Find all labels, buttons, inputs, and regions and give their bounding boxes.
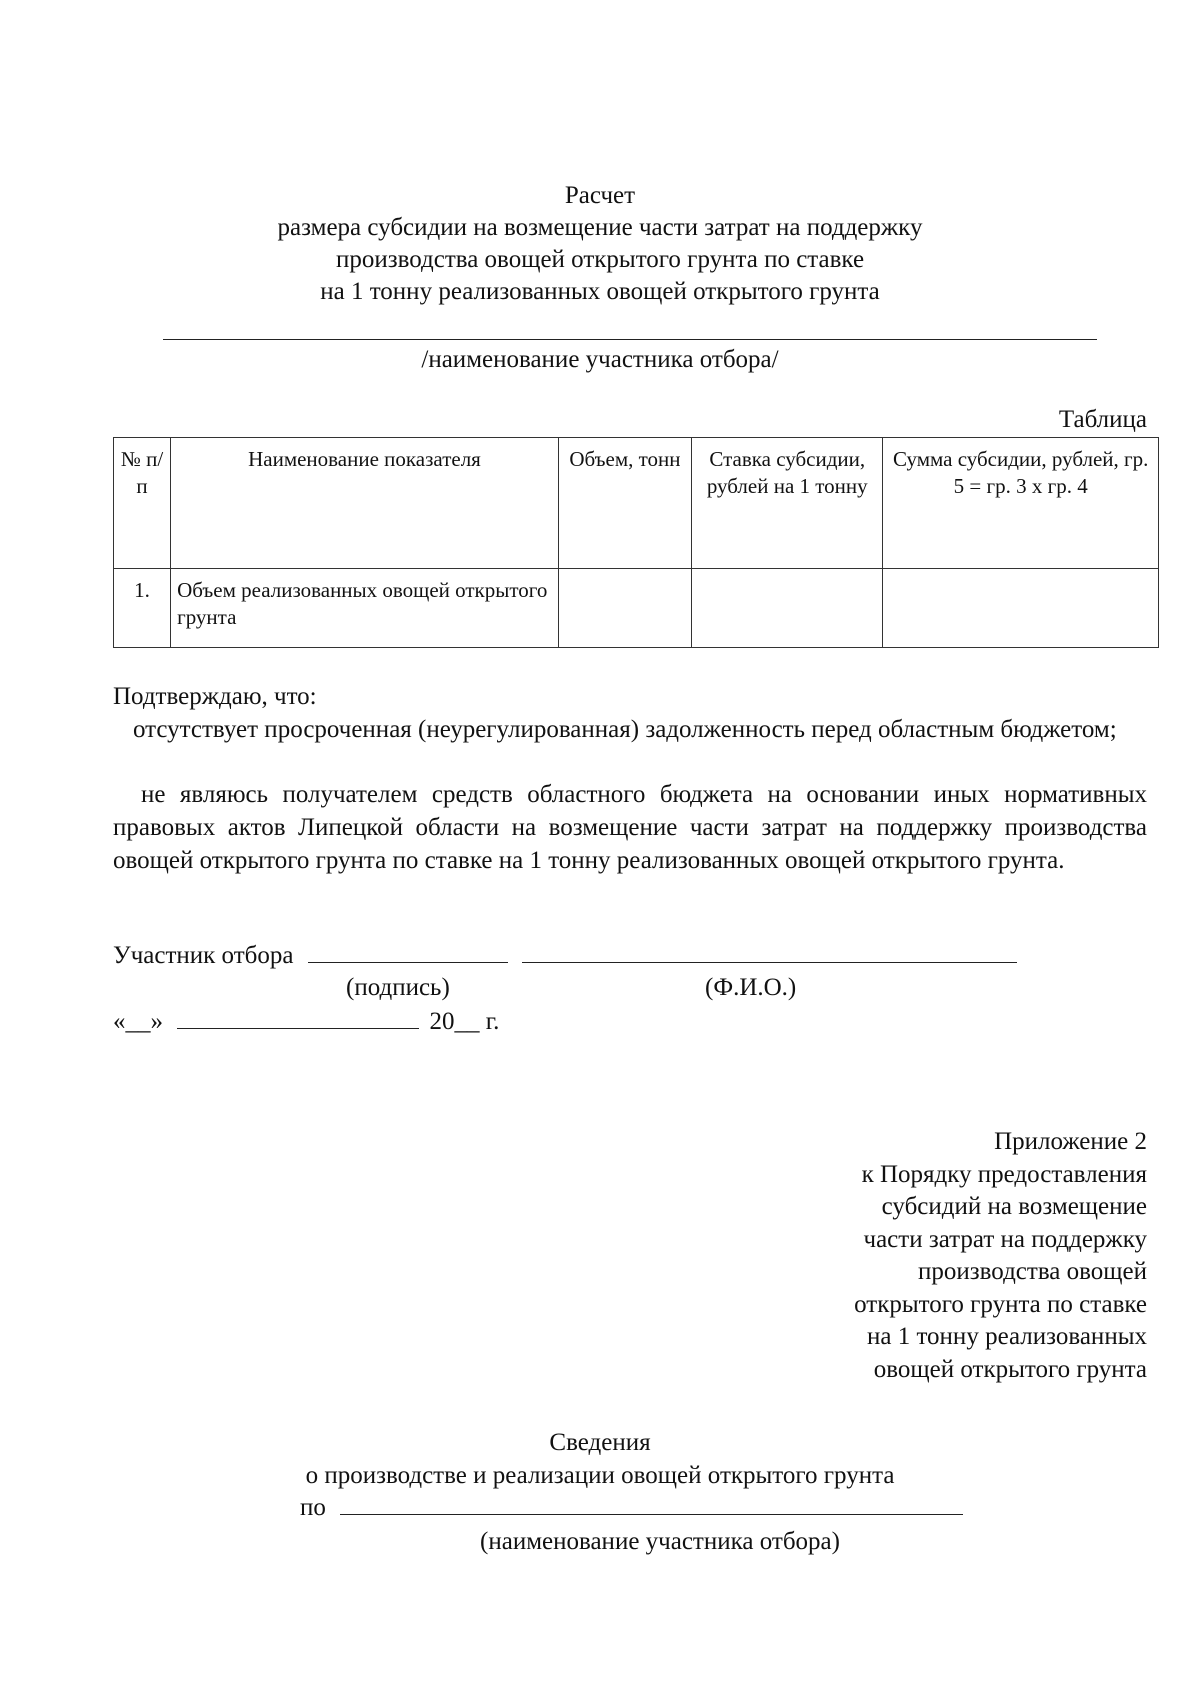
cell-number: 1. — [114, 569, 171, 648]
header-number: № п/п — [114, 438, 171, 569]
cell-indicator: Объем реализованных овощей открытого грунта — [171, 569, 559, 648]
confirm-item-debt: отсутствует просроченная (неурегулированная) задолженность перед областным бюджетом; — [133, 716, 1117, 743]
appendix-line: субсидий на возмещение — [881, 1193, 1147, 1220]
info-subtitle: о производстве и реализации овощей открытого грунта — [305, 1462, 895, 1489]
appendix-heading — [854, 1126, 1147, 1386]
table-label: Таблица — [1058, 406, 1147, 433]
date-row — [113, 1006, 499, 1036]
table-row — [114, 569, 1159, 648]
title-line: размера субсидии на возмещение части затрат на поддержку — [277, 214, 923, 241]
appendix-line: Приложение 2 — [994, 1128, 1147, 1155]
header-indicator: Наименование показателя — [171, 438, 559, 569]
appendix-line: овощей открытого грунта — [873, 1355, 1147, 1383]
signature-caption: (подпись) — [346, 974, 450, 1001]
header-rate: Ставка субсидии, рублей на 1 тонну — [692, 438, 883, 569]
confirm-heading: Подтверждаю, что: — [113, 683, 317, 710]
info-po-label: по — [300, 1494, 326, 1521]
cell-amount — [883, 569, 1159, 648]
appendix-line: части затрат на поддержку — [863, 1225, 1147, 1253]
participant-name-caption: /наименование участника отбора/ — [421, 346, 779, 373]
date-year: 20__ г. — [429, 1008, 500, 1035]
header-volume: Объем, тонн — [558, 438, 691, 569]
signature-label: Участник отбора — [113, 942, 294, 969]
title-line: производства овощей открытого грунта по ставке — [335, 246, 865, 273]
appendix-line: производства овощей — [918, 1258, 1147, 1285]
date-month-line[interactable] — [177, 1006, 419, 1029]
fio-line[interactable] — [522, 940, 1017, 963]
info-po-row — [300, 1492, 963, 1522]
appendix-line: открытого грунта по ставке — [854, 1290, 1147, 1318]
signature-row — [113, 940, 1017, 970]
fio-caption: (Ф.И.О.) — [705, 974, 797, 1001]
appendix-line: на 1 тонну реализованных — [866, 1323, 1147, 1350]
table-header-row — [114, 438, 1159, 569]
header-amount: Сумма субсидии, рублей, гр. 5 = гр. 3 x гр. 4 — [883, 438, 1159, 569]
subsidy-calculation-table — [113, 437, 1159, 648]
info-caption: (наименование участника отбора) — [480, 1528, 840, 1555]
cell-volume — [558, 569, 691, 648]
title-line: Расчет — [564, 182, 636, 209]
info-title: Сведения — [549, 1429, 651, 1456]
info-participant-line[interactable] — [340, 1492, 963, 1515]
cell-rate — [692, 569, 883, 648]
participant-name-line — [163, 339, 1097, 340]
appendix-line: к Порядку предоставления — [861, 1160, 1147, 1188]
date-day: «__» — [113, 1008, 163, 1035]
signature-line[interactable] — [308, 940, 508, 963]
confirm-item-not-recipient: не являюсь получателем средств областного бюджета на основании иных нормативных правовых актов Липецкой области на возмещение части затрат на поддержку производства овощей открытого грунта по ставке на 1 тонну реализованных овощей открытого грунта. — [113, 781, 1147, 874]
document-title — [100, 180, 1100, 308]
title-line: на 1 тонну реализованных овощей открытого грунта — [320, 278, 880, 305]
